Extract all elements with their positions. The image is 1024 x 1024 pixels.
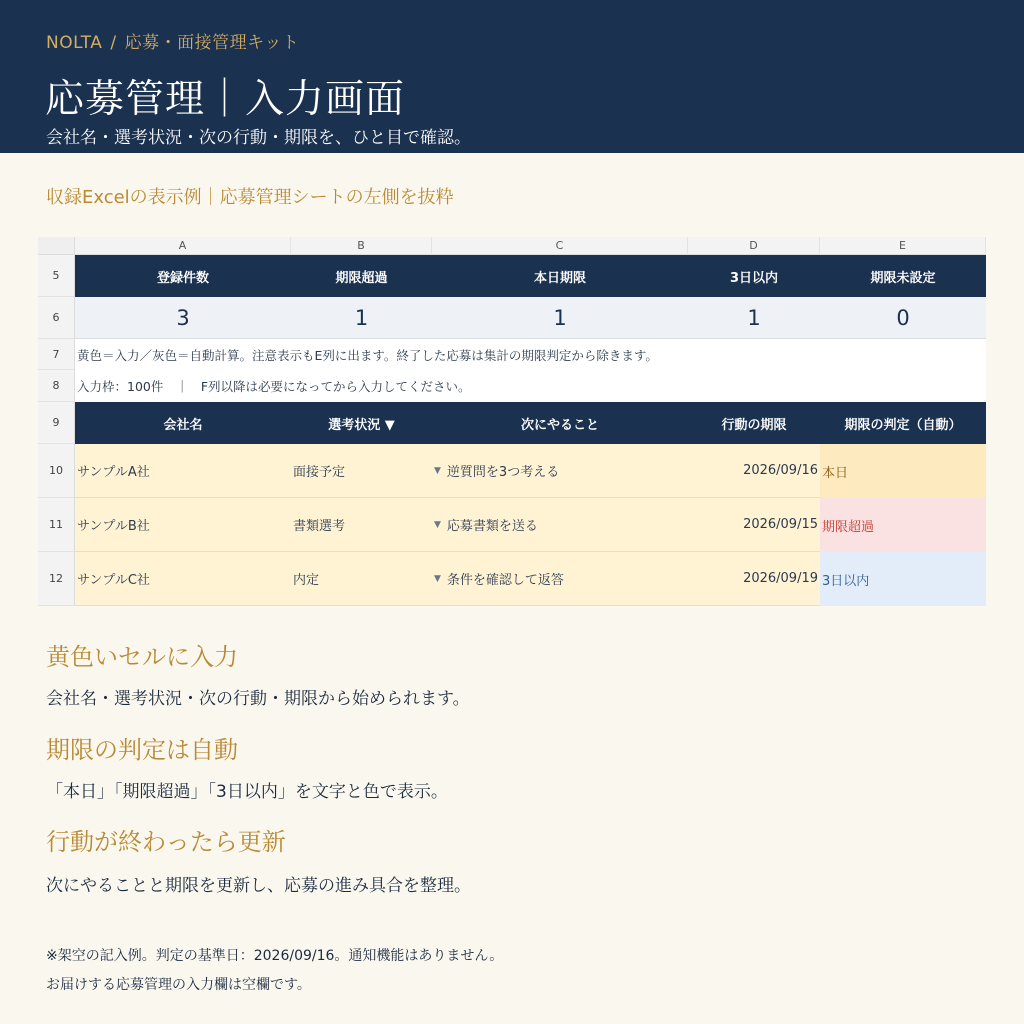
table-header-status[interactable]: 選考状況 ▼	[291, 402, 432, 444]
feature-text-update: 次にやることと期限を更新し、応募の進み具合を整理。	[46, 876, 471, 896]
cell-company[interactable]: サンプルA社	[75, 444, 291, 498]
dropdown-arrow-icon[interactable]: ▼	[434, 573, 441, 584]
summary-value-within3[interactable]: 1	[688, 297, 820, 339]
section-label: 収録Excelの表示例｜応募管理シートの左側を抜粋	[46, 187, 454, 208]
summary-value-today[interactable]: 1	[432, 297, 688, 339]
summary-value-overdue[interactable]: 1	[291, 297, 432, 339]
cell-due-date[interactable]: 2026/09/15	[688, 498, 820, 552]
next-action-text: 逆質問を3つ考える	[446, 465, 560, 480]
cell-next-action[interactable]	[432, 498, 688, 552]
breadcrumb-separator: /	[110, 33, 117, 53]
row-header-5[interactable]: 5	[38, 255, 75, 297]
breadcrumb-current: 応募・面接管理キット	[124, 33, 300, 53]
cell-next-action[interactable]	[432, 444, 688, 498]
breadcrumb	[46, 28, 299, 53]
note-legend[interactable]: 黄色＝入力／灰色＝自動計算。注意表示もE列に出ます。終了した応募は集計の期限判定から除きます。	[77, 347, 658, 363]
row-header-10[interactable]: 10	[38, 444, 75, 498]
summary-header-count[interactable]: 登録件数	[75, 255, 291, 297]
cell-status[interactable]: 面接予定	[291, 444, 432, 498]
row-header-12[interactable]: 12	[38, 552, 75, 606]
next-action-text: 条件を確認して返答	[446, 573, 564, 588]
cell-judgement-today[interactable]: 本日	[820, 444, 986, 498]
cell-status[interactable]: 書類選考	[291, 498, 432, 552]
footer-note-disclaimer: ※架空の記入例。判定の基準日：2026/09/16。通知機能はありません。	[46, 948, 504, 964]
feature-heading-input: 黄色いセルに入力	[46, 643, 238, 671]
breadcrumb-brand[interactable]: NOLTA	[46, 33, 103, 53]
row-header-6[interactable]: 6	[38, 297, 75, 339]
cell-company[interactable]: サンプルC社	[75, 552, 291, 606]
row-header-9[interactable]: 9	[38, 402, 75, 444]
table-header-due[interactable]: 行動の期限	[688, 402, 820, 444]
note-capacity[interactable]: 入力枠：100件 ｜ F列以降は必要になってから入力してください。	[77, 379, 471, 394]
header-banner	[0, 0, 1024, 153]
row-header-8[interactable]: 8	[38, 370, 75, 402]
next-action-text: 応募書類を送る	[446, 519, 538, 534]
cell-due-date[interactable]: 2026/09/16	[688, 444, 820, 498]
summary-header-overdue[interactable]: 期限超過	[291, 255, 432, 297]
page-title: 応募管理｜入力画面	[45, 77, 406, 122]
dropdown-arrow-icon[interactable]: ▼	[434, 519, 441, 530]
summary-header-unset[interactable]: 期限未設定	[820, 255, 986, 297]
column-header-a[interactable]: A	[75, 237, 291, 255]
column-header-e[interactable]: E	[820, 237, 986, 255]
cell-next-action[interactable]	[432, 552, 688, 606]
column-header-c[interactable]: C	[432, 237, 688, 255]
column-header-b[interactable]: B	[291, 237, 432, 255]
spreadsheet	[38, 237, 986, 606]
cell-company[interactable]: サンプルB社	[75, 498, 291, 552]
cell-judgement-within3[interactable]: 3日以内	[820, 552, 986, 606]
summary-header-within3[interactable]: 3日以内	[688, 255, 820, 297]
summary-header-today[interactable]: 本日期限	[432, 255, 688, 297]
feature-heading-update: 行動が終わったら更新	[46, 828, 286, 856]
row-header-11[interactable]: 11	[38, 498, 75, 552]
dropdown-arrow-icon[interactable]: ▼	[434, 465, 441, 476]
cell-status[interactable]: 内定	[291, 552, 432, 606]
table-header-judgement[interactable]: 期限の判定（自動）	[820, 402, 986, 444]
row-header-7[interactable]: 7	[38, 339, 75, 370]
summary-value-unset[interactable]: 0	[820, 297, 986, 339]
table-header-company[interactable]: 会社名	[75, 402, 291, 444]
page-subtitle: 会社名・選考状況・次の行動・期限を、ひと目で確認。	[46, 128, 471, 148]
cell-due-date[interactable]: 2026/09/19	[688, 552, 820, 606]
summary-value-count[interactable]: 3	[75, 297, 291, 339]
feature-text-input: 会社名・選考状況・次の行動・期限から始められます。	[46, 689, 470, 709]
feature-heading-auto-judge: 期限の判定は自動	[46, 736, 238, 764]
cell-judgement-overdue[interactable]: 期限超過	[820, 498, 986, 552]
column-header-d[interactable]: D	[688, 237, 820, 255]
select-all-corner[interactable]	[38, 237, 75, 255]
footer-note-blank-form: お届けする応募管理の入力欄は空欄です。	[46, 977, 311, 993]
table-header-next-action[interactable]: 次にやること	[432, 402, 688, 444]
feature-text-auto-judge: 「本日」「期限超過」「3日以内」を文字と色で表示。	[46, 782, 448, 802]
